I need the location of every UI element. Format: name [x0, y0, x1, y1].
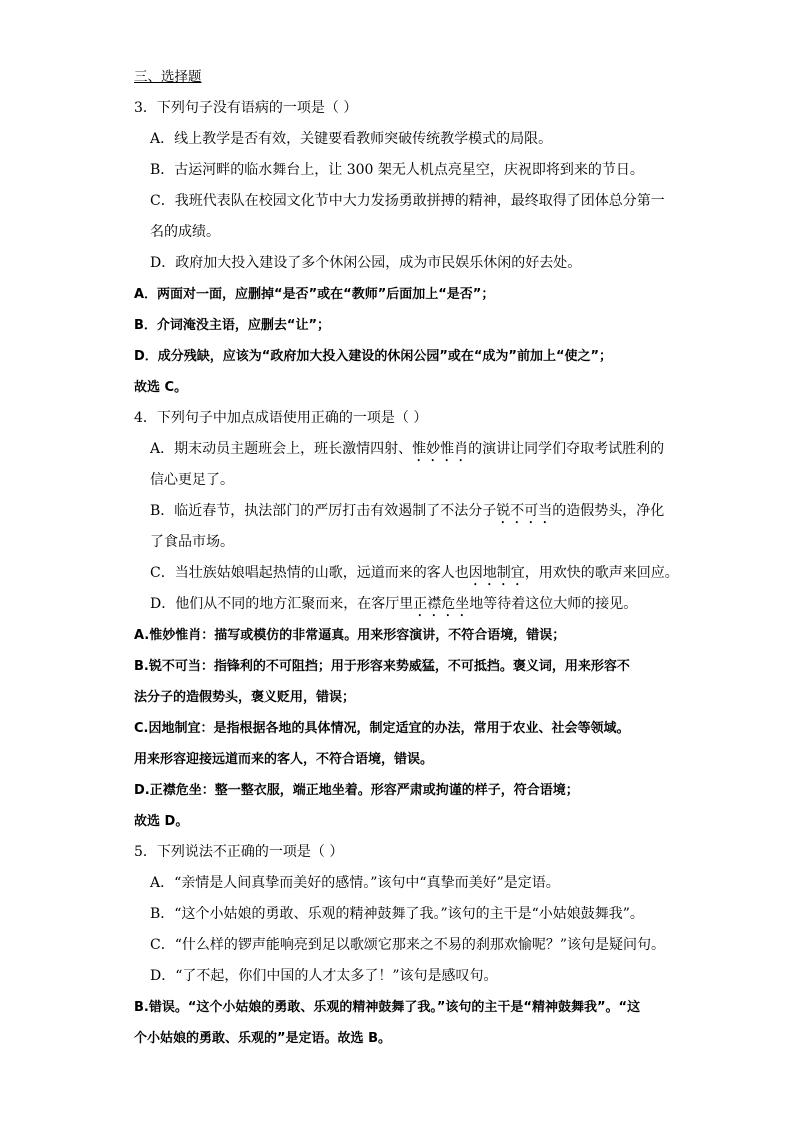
q4-option-b-pre: B．临近春节，执法部门的严厉打击有效遏制了不法分子	[150, 503, 497, 519]
q5-stem: 5．下列说法不正确的一项是（ ）	[134, 844, 344, 860]
q4-option-b	[134, 496, 674, 527]
q4-explanation-d: D.正襟危坐：整一整衣服，端正地坐着。形容严肃或拘谨的样子，符合语境；	[134, 783, 579, 798]
q4-explanation-b: B.锐不可当：指锋利的不可阻挡；用于形容来势威猛，不可抵挡。褒义词，用来形容不	[134, 659, 630, 674]
q3-option-a: A．线上教学是否有效，关键要看教师突破传统教学模式的局限。	[150, 131, 553, 147]
q4-option-a-cont: 信心更足了。	[150, 472, 234, 488]
q3-option-c: C．我班代表队在校园文化节中大力发扬勇敢拼搏的精神，最终取得了团体总分第一	[150, 193, 665, 209]
q4-option-c-idiom: 因地制宜	[468, 565, 525, 581]
q4-explanation-c-cont: 用来形容迎接远道而来的客人，不符合语境，错误。	[134, 752, 434, 767]
q4-explanation-b-cont: 法分子的造假势头，褒义贬用，错误；	[134, 690, 356, 705]
q3-option-d: D．政府加大投入建设了多个休闲公园，成为市民娱乐休闲的好去处。	[150, 255, 582, 271]
q4-explanation-a: A.惟妙惟肖：描写或模仿的非常逼真。用来形容演讲，不符合语境，错误；	[134, 628, 566, 643]
q4-stem: 4．下列句子中加点成语使用正确的一项是（ ）	[134, 410, 428, 426]
q3-explanation-a: A．两面对一面，应删掉“是否”或在“教师”后面加上“是否”；	[134, 287, 495, 302]
q4-option-a-post: 的演讲让同学们夺取考试胜利的	[468, 441, 665, 457]
document-content	[134, 62, 679, 1054]
q4-explanation-c: C.因地制宜：是指根据各地的具体情况，制定适宜的办法，常用于农业、社会等领域。	[134, 721, 630, 736]
q4-option-b-post: 的造假势头，净化	[552, 503, 665, 519]
q4-option-a	[134, 434, 674, 465]
q5-option-a: A．“亲情是人间真挚而美好的感情。”该句中“真挚而美好”是定语。	[150, 875, 560, 891]
q4-option-b-idiom: 锐不可当	[496, 503, 553, 519]
q5-option-c: C．“什么样的锣声能响亮到足以歌颂它那来之不易的刹那欢愉呢？”该句是疑问句。	[150, 937, 666, 953]
q3-stem: 3．下列句子没有语病的一项是（ ）	[134, 100, 358, 116]
q4-option-c-pre: C．当壮族姑娘唱起热情的山歌，远道而来的客人也	[150, 565, 469, 581]
q4-option-d-post: 地等待着这位大师的接见。	[469, 596, 638, 612]
q5-option-d: D．“了不起，你们中国的人才太多了！”该句是感叹句。	[150, 968, 498, 984]
q4-option-b-cont: 了食品市场。	[150, 534, 234, 550]
q3-option-c-cont: 名的成绩。	[150, 224, 220, 240]
q4-answer: 故选 D。	[134, 814, 189, 829]
q4-option-a-idiom: 惟妙惟肖	[412, 441, 469, 457]
q4-option-d-pre: D．他们从不同的地方汇聚而来，在客厅里	[150, 596, 414, 612]
section-heading: 三、选择题	[134, 69, 202, 85]
q4-option-d	[134, 589, 674, 620]
q5-option-b: B．“这个小姑娘的勇敢、乐观的精神鼓舞了我。”该句的主干是“小姑娘鼓舞我”。	[150, 906, 644, 922]
q5-explanation-b-cont: 个小姑娘的勇敢、乐观的”是定语。故选 B。	[134, 1031, 391, 1046]
q4-option-d-idiom: 正襟危坐	[413, 596, 470, 612]
q4-option-c-post: ，用欢快的歌声来回应。	[524, 565, 679, 581]
q5-explanation-b: B.错误。“这个小姑娘的勇敢、乐观的精神鼓舞了我。”该句的主干是“精神鼓舞我”。“这	[134, 1000, 641, 1015]
q3-explanation-d: D．成分残缺，应该为“政府加大投入建设的休闲公园”或在“成为”前加上“使之”；	[134, 349, 613, 364]
q3-option-b: B．古运河畔的临水舞台上，让 300 架无人机点亮星空，庆祝即将到来的节日。	[150, 162, 644, 178]
q3-answer: 故选 C。	[134, 380, 188, 395]
q4-option-c	[134, 558, 679, 589]
q3-explanation-b: B．介词淹没主语，应删去“让”；	[134, 318, 330, 333]
q4-option-a-pre: A．期末动员主题班会上，班长激情四射、	[150, 441, 413, 457]
